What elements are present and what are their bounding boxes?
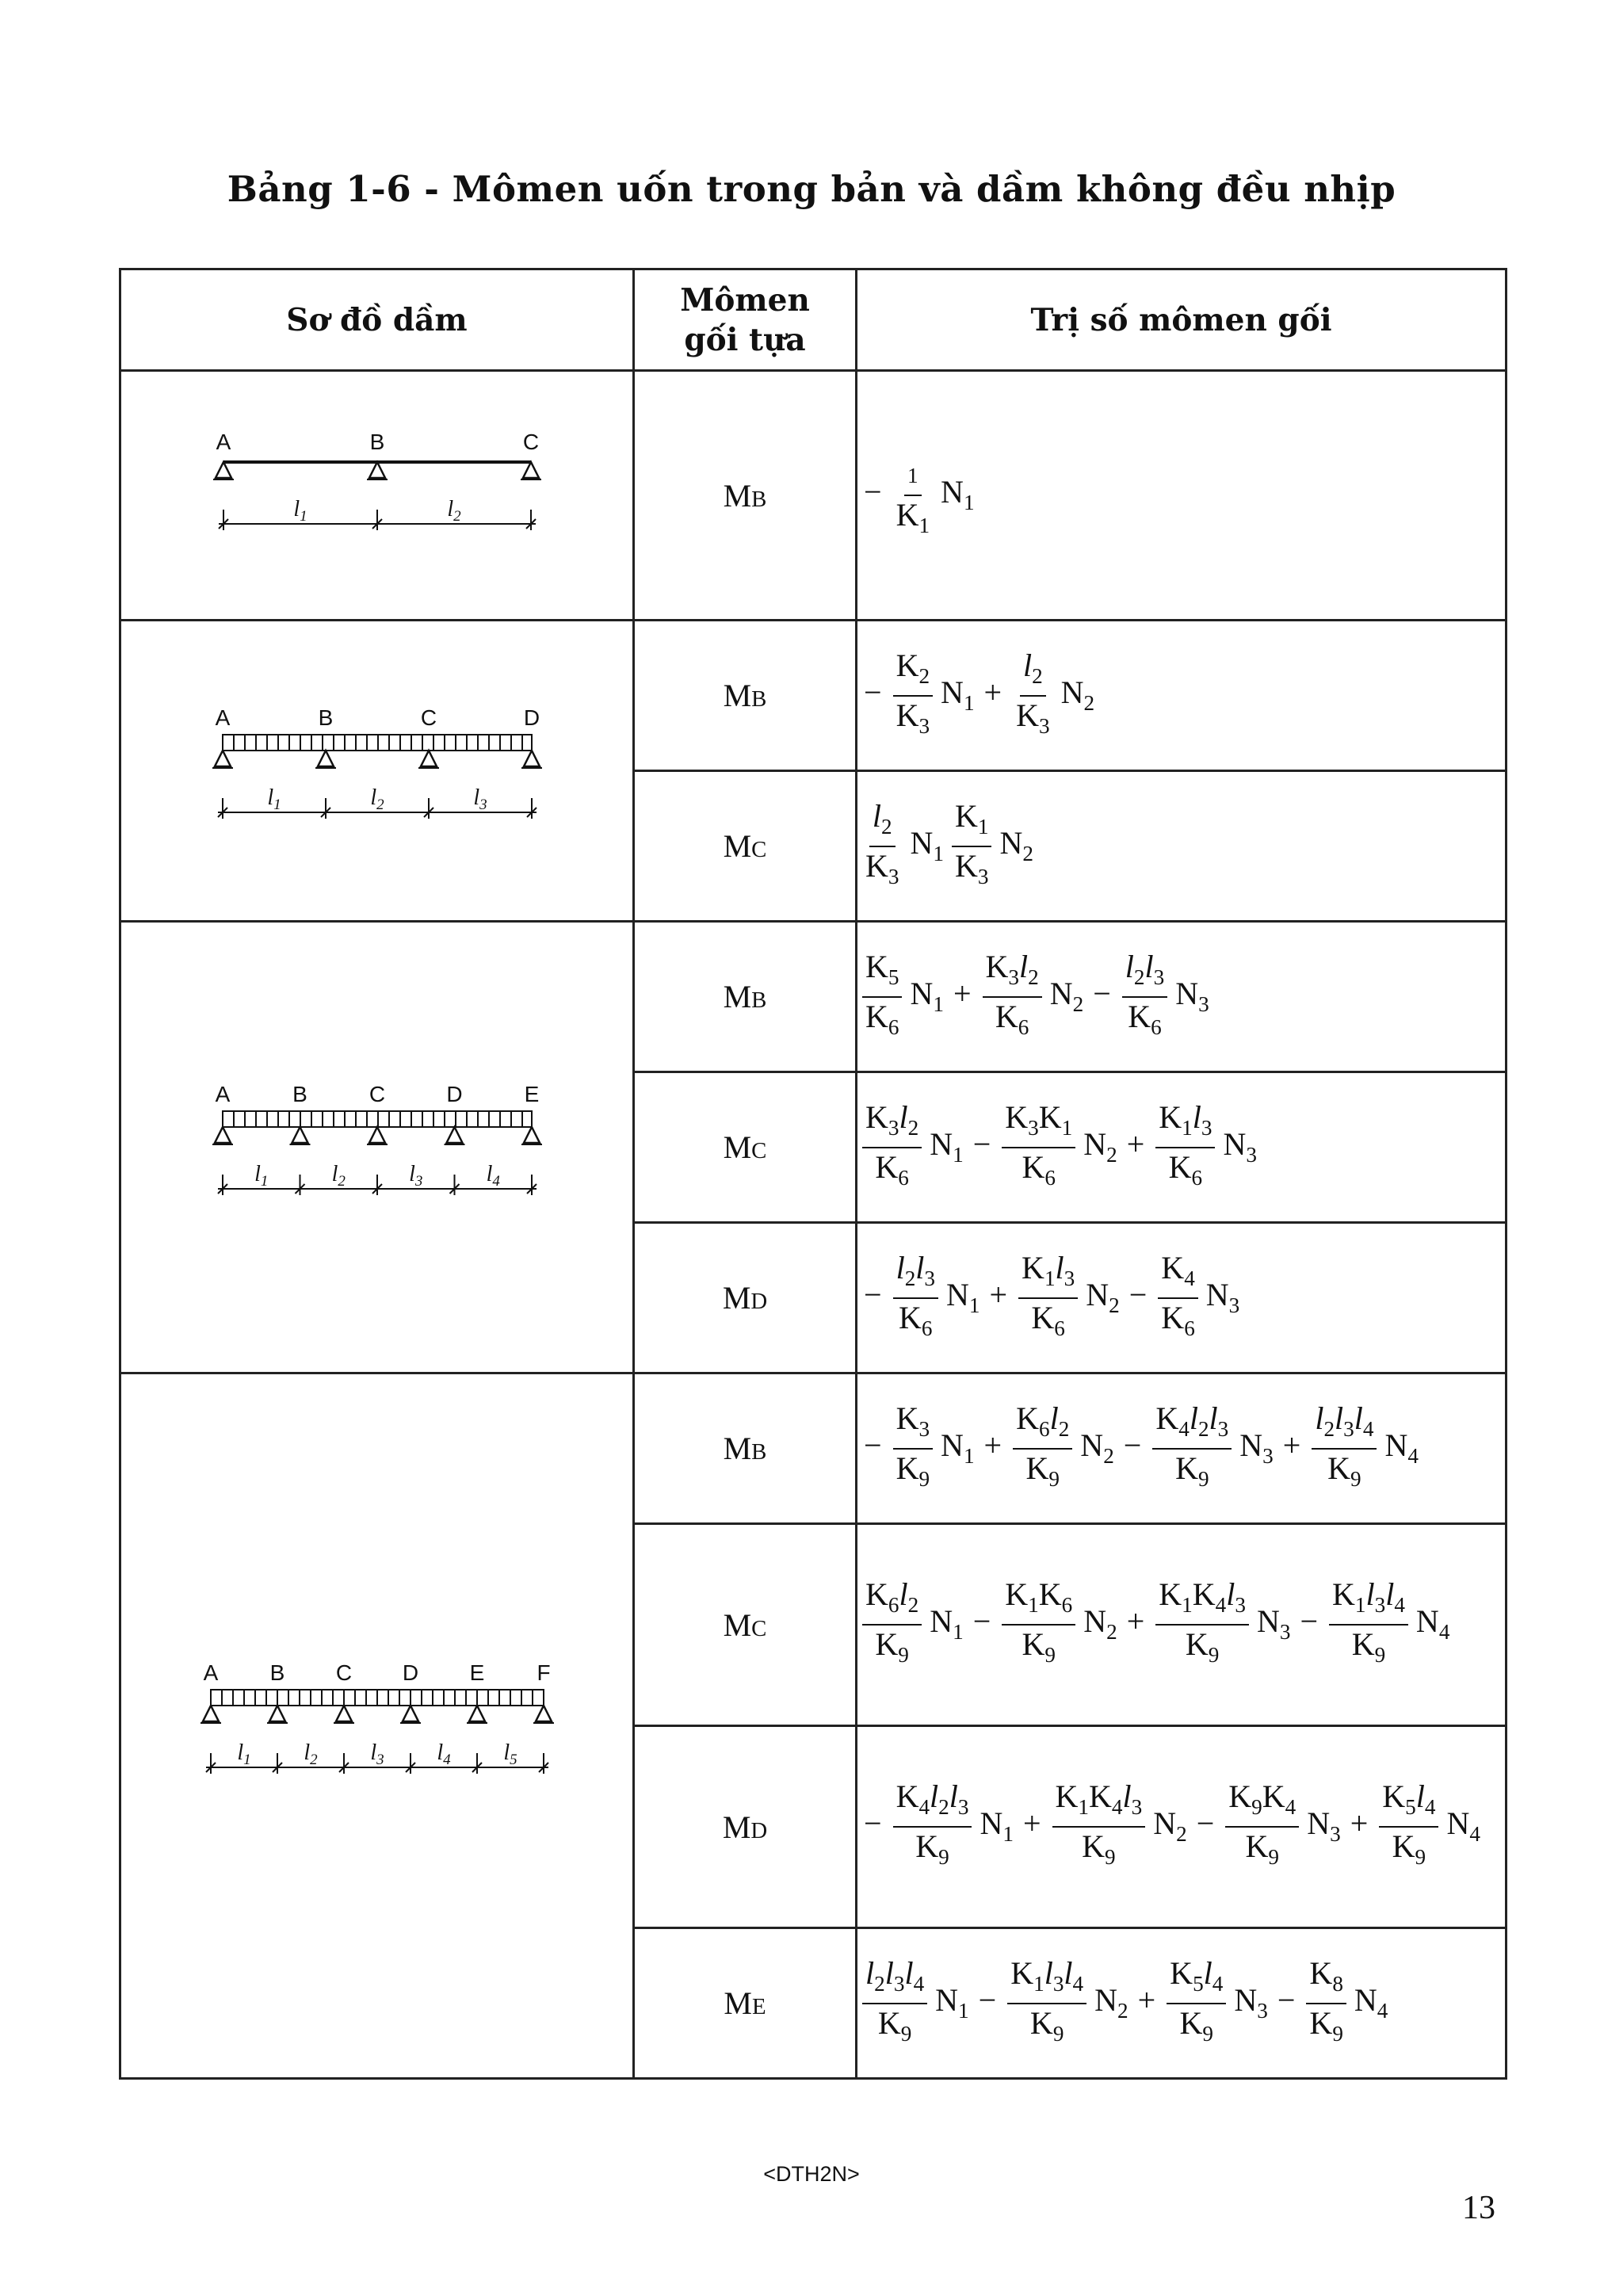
fraction-numerator: $l_2$	[1020, 648, 1046, 697]
fraction	[1306, 1956, 1346, 2051]
pin-support-icon	[292, 1127, 307, 1143]
fraction-numerator: $K_4$	[1158, 1251, 1197, 1299]
fraction	[1379, 1779, 1438, 1874]
operator: −	[1128, 1276, 1148, 1312]
fraction	[862, 1100, 922, 1195]
fraction	[1013, 648, 1052, 743]
fraction-denominator: $K_9$	[1327, 1450, 1361, 1491]
operator: +	[1282, 1427, 1301, 1463]
fraction-denominator: $K_3$	[896, 697, 930, 738]
pin-support-icon	[318, 751, 334, 766]
table-row	[120, 621, 1507, 771]
fraction-denominator: $K_6$	[1128, 998, 1162, 1039]
span-label: $l_1$	[292, 497, 307, 525]
beam-diagram	[120, 922, 634, 1373]
operator: −	[972, 1125, 991, 1162]
support-label: A	[215, 1081, 230, 1106]
page-number: 13	[1462, 2190, 1495, 2226]
beam-diagram	[120, 1373, 634, 2079]
fraction	[893, 1251, 938, 1346]
fraction-denominator: $K_9$	[1025, 1450, 1060, 1491]
support-label: A	[215, 705, 230, 730]
beam-svg	[195, 1645, 559, 1804]
operator: −	[1300, 1603, 1318, 1640]
span-label: $l_4$	[436, 1740, 451, 1768]
fraction-denominator: $K_3$	[865, 847, 899, 888]
load-factor: $N_2$	[1094, 1981, 1128, 2023]
fraction	[893, 648, 933, 743]
pin-support-icon	[369, 462, 385, 478]
fraction-numerator: $l_2l_3l_4$	[862, 1956, 927, 2004]
load-factor: $N_4$	[1354, 1981, 1388, 2023]
load-factor: $N_4$	[1384, 1427, 1419, 1468]
operator: −	[864, 1427, 882, 1463]
operator: +	[1126, 1125, 1145, 1162]
fraction-numerator: $K_2$	[893, 648, 933, 697]
pin-support-icon	[216, 462, 231, 478]
pin-support-icon	[215, 751, 231, 766]
span-label: $l_1$	[266, 785, 281, 813]
operator: +	[1350, 1805, 1369, 1842]
support-label: E	[524, 1081, 539, 1106]
fraction-numerator: $K_3l_2$	[862, 1100, 922, 1148]
fraction	[1152, 1401, 1232, 1496]
support-moment-cell: ME	[634, 1928, 857, 2079]
load-factor: $N_3$	[1239, 1427, 1274, 1468]
load-factor: $N_1$	[941, 474, 975, 515]
fraction	[862, 949, 902, 1045]
fraction	[983, 949, 1042, 1045]
fraction-numerator: $K_8$	[1306, 1956, 1346, 2004]
fraction-denominator: $K_9$	[875, 1626, 909, 1667]
fraction-numerator: $K_3l_2$	[983, 949, 1042, 998]
support-moment-cell: MD	[634, 1726, 857, 1928]
span-label: $l_3$	[472, 785, 487, 813]
fraction-numerator: $K_6l_2$	[862, 1577, 922, 1626]
span-label: $l_2$	[369, 785, 384, 813]
load-factor: $N_2$	[1080, 1427, 1114, 1468]
support-label: D	[402, 1660, 418, 1685]
support-label: D	[523, 705, 540, 730]
table-row	[120, 922, 1507, 1072]
support-label: B	[369, 430, 384, 454]
fraction-denominator: $K_6$	[875, 1148, 909, 1190]
table-row	[120, 1373, 1507, 1524]
fraction-numerator: $K_9K_4$	[1225, 1779, 1299, 1828]
fraction-numerator: $K_1K_4l_3$	[1155, 1577, 1249, 1626]
operator: +	[1137, 1981, 1156, 2018]
support-moment-cell: MC	[634, 1524, 857, 1726]
operator: −	[1123, 1427, 1142, 1463]
pin-support-icon	[336, 1706, 352, 1721]
fraction	[1002, 1577, 1075, 1672]
fraction-denominator: $K_9$	[1082, 1828, 1116, 1869]
pin-support-icon	[524, 751, 540, 766]
load-factor: $N_3$	[1205, 1276, 1240, 1317]
operator: +	[983, 1427, 1002, 1463]
fraction	[1155, 1577, 1249, 1672]
beam-svg	[207, 1067, 548, 1225]
header-value: Trị số mômen gối	[857, 269, 1507, 371]
load-factor: $N_3$	[1223, 1125, 1257, 1167]
fraction	[862, 1577, 922, 1672]
fraction	[1018, 1251, 1078, 1346]
fraction	[1312, 1401, 1377, 1496]
fraction-denominator: $K_9$	[1309, 2004, 1343, 2046]
formula-cell	[857, 771, 1507, 922]
header-support-moment-line2: gối tựa	[684, 321, 806, 358]
operator: −	[1093, 975, 1111, 1011]
load-factor: $N_1$	[930, 1125, 964, 1167]
operator: −	[978, 1981, 997, 2018]
fraction-denominator: $K_3$	[1016, 697, 1050, 738]
fraction-numerator: $l_2l_3$	[893, 1251, 938, 1299]
support-moment-cell: MC	[634, 1072, 857, 1223]
support-label: A	[203, 1660, 218, 1685]
fraction-numerator: $K_3K_1$	[1002, 1100, 1075, 1148]
fraction	[893, 448, 933, 543]
fraction-denominator: $K_6$	[1168, 1148, 1203, 1190]
fraction-numerator: $K_1K_6$	[1002, 1577, 1075, 1626]
fraction	[1002, 1100, 1075, 1195]
fraction-numerator: $K_5l_4$	[1379, 1779, 1438, 1828]
fraction-denominator: $K_9$	[877, 2004, 912, 2046]
fraction	[1007, 1956, 1086, 2051]
header-row	[120, 269, 1507, 371]
support-label: A	[216, 430, 231, 454]
support-label: B	[269, 1660, 285, 1685]
header-diagram: Sơ đồ dầm	[120, 269, 634, 371]
load-factor: $N_1$	[946, 1276, 980, 1317]
fraction-numerator: $K_4l_2l_3$	[893, 1779, 972, 1828]
operator: −	[864, 474, 882, 510]
fraction-numerator: $K_6l_2$	[1013, 1401, 1072, 1450]
beam-diagram	[120, 371, 634, 621]
fraction-numerator: $K_3$	[893, 1401, 933, 1450]
fraction	[1052, 1779, 1146, 1874]
beam-svg	[207, 690, 548, 849]
load-factor: $N_2$	[1086, 1276, 1120, 1317]
beam-svg	[208, 415, 547, 573]
support-label: C	[522, 430, 539, 454]
fraction	[1013, 1401, 1072, 1496]
fraction-denominator: $K_6$	[1161, 1299, 1195, 1340]
operator: −	[864, 674, 882, 710]
fraction-denominator: $K_3$	[954, 847, 989, 888]
load-factor: $N_1$	[980, 1805, 1014, 1847]
fraction-numerator: $l_2l_3$	[1122, 949, 1167, 998]
footer-mark: <DTH2N>	[763, 2162, 860, 2186]
span-label: $l_2$	[446, 497, 461, 525]
span-label: $l_2$	[303, 1740, 318, 1768]
fraction-denominator: $K_1$	[896, 497, 930, 537]
operator: +	[953, 975, 972, 1011]
fraction-numerator: $K_1l_3l_4$	[1007, 1956, 1086, 2004]
load-factor: $N_3$	[1175, 975, 1209, 1016]
formula-cell	[857, 922, 1507, 1072]
load-factor: $N_2$	[1049, 975, 1084, 1016]
support-moment-cell: MB	[634, 922, 857, 1072]
load-factor: $N_1$	[930, 1603, 964, 1645]
header-support-moment-line1: Mômen	[680, 281, 810, 319]
operator: −	[1277, 1981, 1296, 2018]
page-title: Bảng 1-6 - Mômen uốn trong bản và dầm không đều nhịp	[227, 168, 1396, 210]
load-factor: $N_4$	[1415, 1603, 1450, 1645]
fraction-denominator: $K_9$	[1175, 1450, 1209, 1491]
pin-support-icon	[524, 1127, 540, 1143]
fraction	[1225, 1779, 1299, 1874]
header-support-moment	[634, 269, 857, 371]
fraction	[1122, 949, 1167, 1045]
fraction-numerator: $K_1l_3$	[1155, 1100, 1215, 1148]
support-label: E	[469, 1660, 484, 1685]
pin-support-icon	[369, 1127, 385, 1143]
fraction-denominator: $K_6$	[899, 1299, 933, 1340]
support-moment-cell: MD	[634, 1223, 857, 1373]
pin-support-icon	[421, 751, 437, 766]
fraction-numerator: $K_1K_4l_3$	[1052, 1779, 1146, 1828]
operator: −	[864, 1805, 882, 1842]
load-factor: $N_2$	[1060, 674, 1095, 715]
table-row	[120, 371, 1507, 621]
fraction-numerator: $l_2$	[869, 799, 896, 847]
span-label: $l_5$	[502, 1740, 517, 1768]
support-label: B	[318, 705, 333, 730]
load-factor: $N_1$	[910, 975, 944, 1016]
pin-support-icon	[523, 462, 539, 478]
fraction-numerator: 1	[904, 448, 922, 496]
support-label: D	[445, 1081, 463, 1106]
fraction-denominator: $K_9$	[1179, 2004, 1214, 2046]
pin-support-icon	[403, 1706, 418, 1721]
support-label: F	[536, 1660, 551, 1685]
pin-support-icon	[469, 1706, 485, 1721]
fraction-denominator: $K_6$	[865, 998, 899, 1039]
load-factor: $N_3$	[1256, 1603, 1291, 1645]
span-label: $l_2$	[331, 1161, 346, 1190]
fraction	[1329, 1577, 1408, 1672]
load-factor: $N_2$	[1153, 1805, 1187, 1847]
operator: −	[1196, 1805, 1215, 1842]
formula-cell	[857, 1223, 1507, 1373]
support-moment-cell: MB	[634, 1373, 857, 1524]
support-moment-cell: MC	[634, 771, 857, 922]
load-factor: $N_1$	[941, 674, 975, 715]
formula-cell	[857, 371, 1507, 621]
pin-support-icon	[269, 1706, 285, 1721]
fraction	[1158, 1251, 1197, 1346]
load-factor: $N_2$	[1083, 1125, 1117, 1167]
formula-cell	[857, 1726, 1507, 1928]
support-label: C	[369, 1081, 385, 1106]
support-label: C	[420, 705, 437, 730]
load-factor: $N_3$	[1234, 1981, 1268, 2023]
load-factor: $N_1$	[910, 824, 944, 865]
fraction	[862, 799, 902, 894]
fraction-numerator: $K_1l_3$	[1018, 1251, 1078, 1299]
fraction-numerator: $K_5l_4$	[1167, 1956, 1226, 2004]
fraction-denominator: $K_6$	[1031, 1299, 1065, 1340]
formula-cell	[857, 1373, 1507, 1524]
operator: +	[1022, 1805, 1041, 1842]
load-factor: $N_4$	[1446, 1805, 1480, 1847]
fraction	[862, 1956, 927, 2051]
support-moment-cell: MB	[634, 371, 857, 621]
operator: +	[989, 1276, 1008, 1312]
span-label: $l_1$	[236, 1740, 251, 1768]
pin-support-icon	[203, 1706, 219, 1721]
fraction-numerator: $K_1l_3l_4$	[1329, 1577, 1408, 1626]
support-label: B	[292, 1081, 307, 1106]
operator: +	[983, 674, 1002, 710]
fraction-denominator: $K_9$	[1022, 1626, 1056, 1667]
fraction-denominator: $K_9$	[1245, 1828, 1279, 1869]
fraction-denominator: $K_9$	[1185, 1626, 1220, 1667]
span-label: $l_4$	[486, 1161, 500, 1190]
pin-support-icon	[215, 1127, 231, 1143]
load-factor: $N_2$	[1083, 1603, 1117, 1645]
span-label: $l_1$	[254, 1161, 268, 1190]
fraction-denominator: $K_9$	[1351, 1626, 1386, 1667]
formula-cell	[857, 1928, 1507, 2079]
fraction-denominator: $K_6$	[1022, 1148, 1056, 1190]
fraction	[1167, 1956, 1226, 2051]
operator: −	[864, 1276, 882, 1312]
formula-cell	[857, 621, 1507, 771]
operator: −	[972, 1603, 991, 1640]
fraction-numerator: $K_5$	[862, 949, 902, 998]
fraction	[893, 1401, 933, 1496]
span-label: $l_3$	[408, 1161, 422, 1190]
load-factor: $N_1$	[941, 1427, 975, 1468]
fraction-denominator: $K_9$	[915, 1828, 949, 1869]
fraction	[1155, 1100, 1215, 1195]
support-label: C	[335, 1660, 352, 1685]
load-factor: $N_2$	[999, 824, 1033, 865]
fraction-denominator: $K_6$	[995, 998, 1029, 1039]
moment-table	[119, 268, 1507, 2080]
pin-support-icon	[536, 1706, 552, 1721]
formula-cell	[857, 1072, 1507, 1223]
operator: +	[1126, 1603, 1145, 1640]
load-factor: $N_3$	[1307, 1805, 1341, 1847]
fraction-numerator: $K_1$	[952, 799, 991, 847]
formula-cell	[857, 1524, 1507, 1726]
pin-support-icon	[446, 1127, 462, 1143]
support-moment-cell: MB	[634, 621, 857, 771]
fraction-denominator: $K_9$	[1392, 1828, 1426, 1869]
beam-diagram	[120, 621, 634, 922]
fraction	[893, 1779, 972, 1874]
span-label: $l_3$	[369, 1740, 384, 1768]
fraction-denominator: $K_9$	[896, 1450, 930, 1491]
fraction	[952, 799, 991, 894]
fraction-numerator: $K_4l_2l_3$	[1152, 1401, 1232, 1450]
fraction-denominator: $K_9$	[1029, 2004, 1064, 2046]
fraction-numerator: $l_2l_3l_4$	[1312, 1401, 1377, 1450]
load-factor: $N_1$	[935, 1981, 969, 2023]
